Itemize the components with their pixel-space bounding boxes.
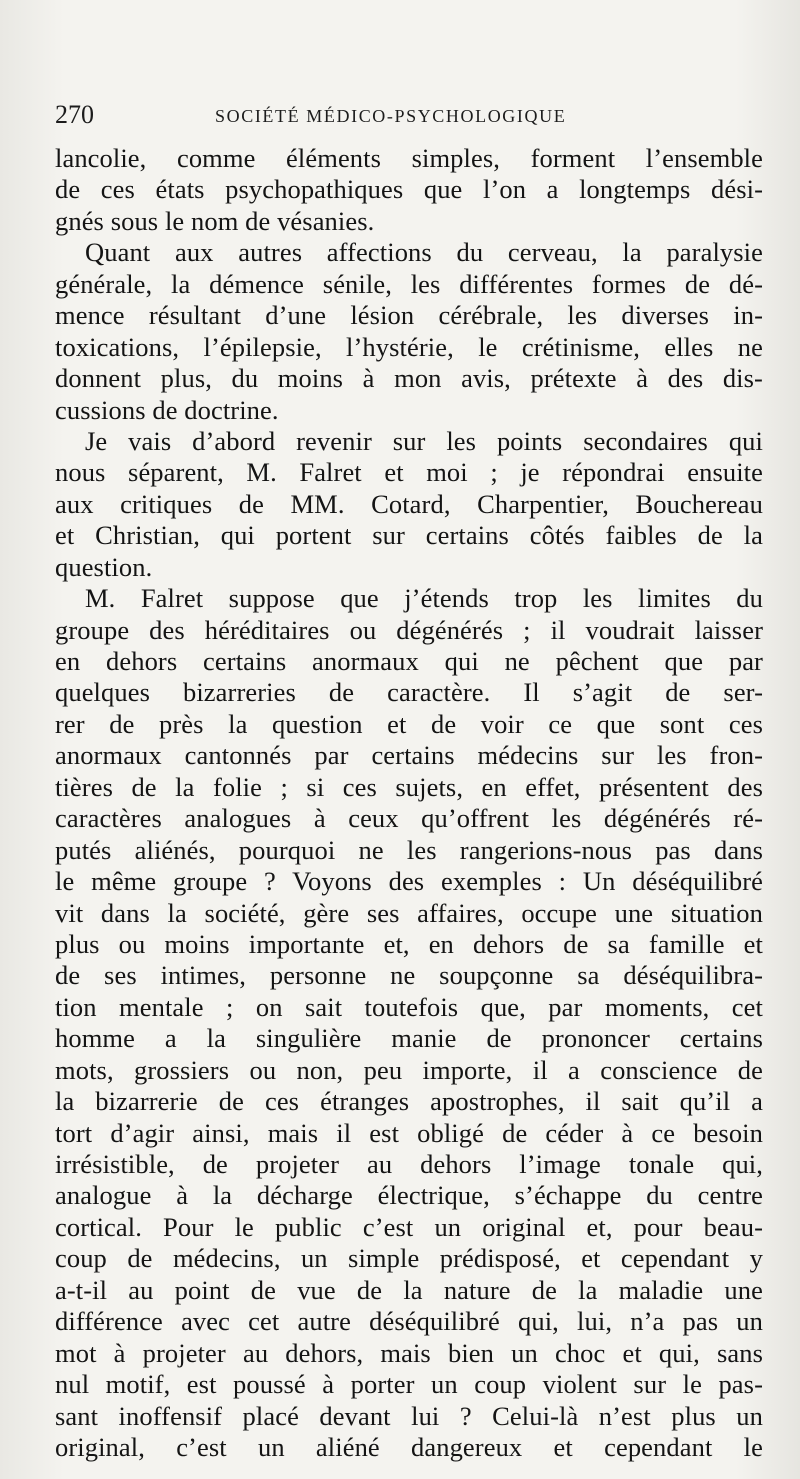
text-line: cussions de doctrine. [55,394,279,425]
body-text [55,143,763,1463]
text-line: différence avec cet autre déséquilibré qui, lui, n’a pas un [55,1306,763,1337]
text-line: de ces états psychopathiques que l’on a longtemps dési- [55,174,763,205]
paragraph-start-line: M. Falret suppose que j’étends trop les limites du [85,583,763,614]
text-line: original, c’est un aliéné dangereux et cependant le [55,1431,763,1462]
text-line: mots, grossiers ou non, peu importe, il a conscience de [55,1054,763,1085]
text-line: putés aliénés, pourquoi ne les rangerions-nous pas dans [55,834,763,865]
running-head [55,100,755,130]
text-line: lancolie, comme éléments simples, forment l’ensemble [55,143,763,173]
text-line: caractères analogues à ceux qu’offrent les dégénérés ré- [55,803,763,834]
text-line: mence résultant d’une lésion cérébrale, les diverses in- [55,300,763,331]
text-line: anormaux cantonnés par certains médecins sur les fron- [55,740,763,771]
text-line: donnent plus, du moins à mon avis, prétexte à des dis- [55,363,763,394]
text-line: analogue à la décharge électrique, s’échappe du centre [55,1180,763,1211]
text-line: cortical. Pour le public c’est un original et, pour beau- [55,1211,763,1242]
paragraph-start-line: Quant aux autres affections du cerveau, la paralysie [85,237,763,268]
paragraph-start-line: Je vais d’abord revenir sur les points secondaires qui [85,425,763,456]
text-line: plus ou moins importante et, en dehors de sa famille et [55,928,763,959]
text-line: homme a la singulière manie de prononcer certains [55,1023,763,1054]
text-line: tières de la folie ; si ces sujets, en effet, présentent des [55,771,763,802]
text-line: la bizarrerie de ces étranges apostrophes, il sait qu’il a [55,1086,763,1117]
text-line: coup de médecins, un simple prédisposé, et cependant y [55,1243,763,1274]
text-line: et Christian, qui portent sur certains côtés faibles de la [55,520,763,551]
text-line: de ses intimes, personne ne soupçonne sa déséquilibra- [55,960,763,991]
text-line: mot à projeter au dehors, mais bien un choc et qui, sans [55,1337,763,1368]
text-line: gnés sous le nom de vésanies. [55,205,375,236]
text-line: nul motif, est poussé à porter un coup violent sur le pas- [55,1369,763,1400]
text-line: question. [55,551,153,582]
text-line: aux critiques de MM. Cotard, Charpentier, Bouchereau [55,488,763,519]
page-number: 270 [55,100,94,129]
running-title: SOCIÉTÉ MÉDICO-PSYCHOLOGIQUE [215,106,567,126]
text-line: toxications, l’épilepsie, l’hystérie, le crétinisme, elles ne [55,331,763,362]
text-line: groupe des héréditaires ou dégénérés ; il voudrait laisser [55,614,763,645]
text-line: le même groupe ? Voyons des exemples : Un déséquilibré [55,866,763,897]
text-line: sant inoffensif placé devant lui ? Celui-là n’est plus un [55,1400,763,1431]
text-line: générale, la démence sénile, les différentes formes de dé- [55,268,763,299]
text-line: a-t-il au point de vue de la nature de la maladie une [55,1274,763,1305]
text-line: rer de près la question et de voir ce que sont ces [55,708,763,739]
text-line: quelques bizarreries de caractère. Il s’agit de ser- [55,677,763,708]
text-line: irrésistible, de projeter au dehors l’image tonale qui, [55,1149,763,1179]
text-line: vit dans la société, gère ses affaires, occupe une situation [55,897,763,928]
text-line: tort d’agir ainsi, mais il est obligé de céder à ce besoin [55,1117,763,1148]
text-line: en dehors certains anormaux qui ne pêchent que par [55,646,763,676]
text-line: nous séparent, M. Falret et moi ; je répondrai ensuite [55,457,763,488]
text-line: tion mentale ; on sait toutefois que, par moments, cet [55,991,763,1022]
